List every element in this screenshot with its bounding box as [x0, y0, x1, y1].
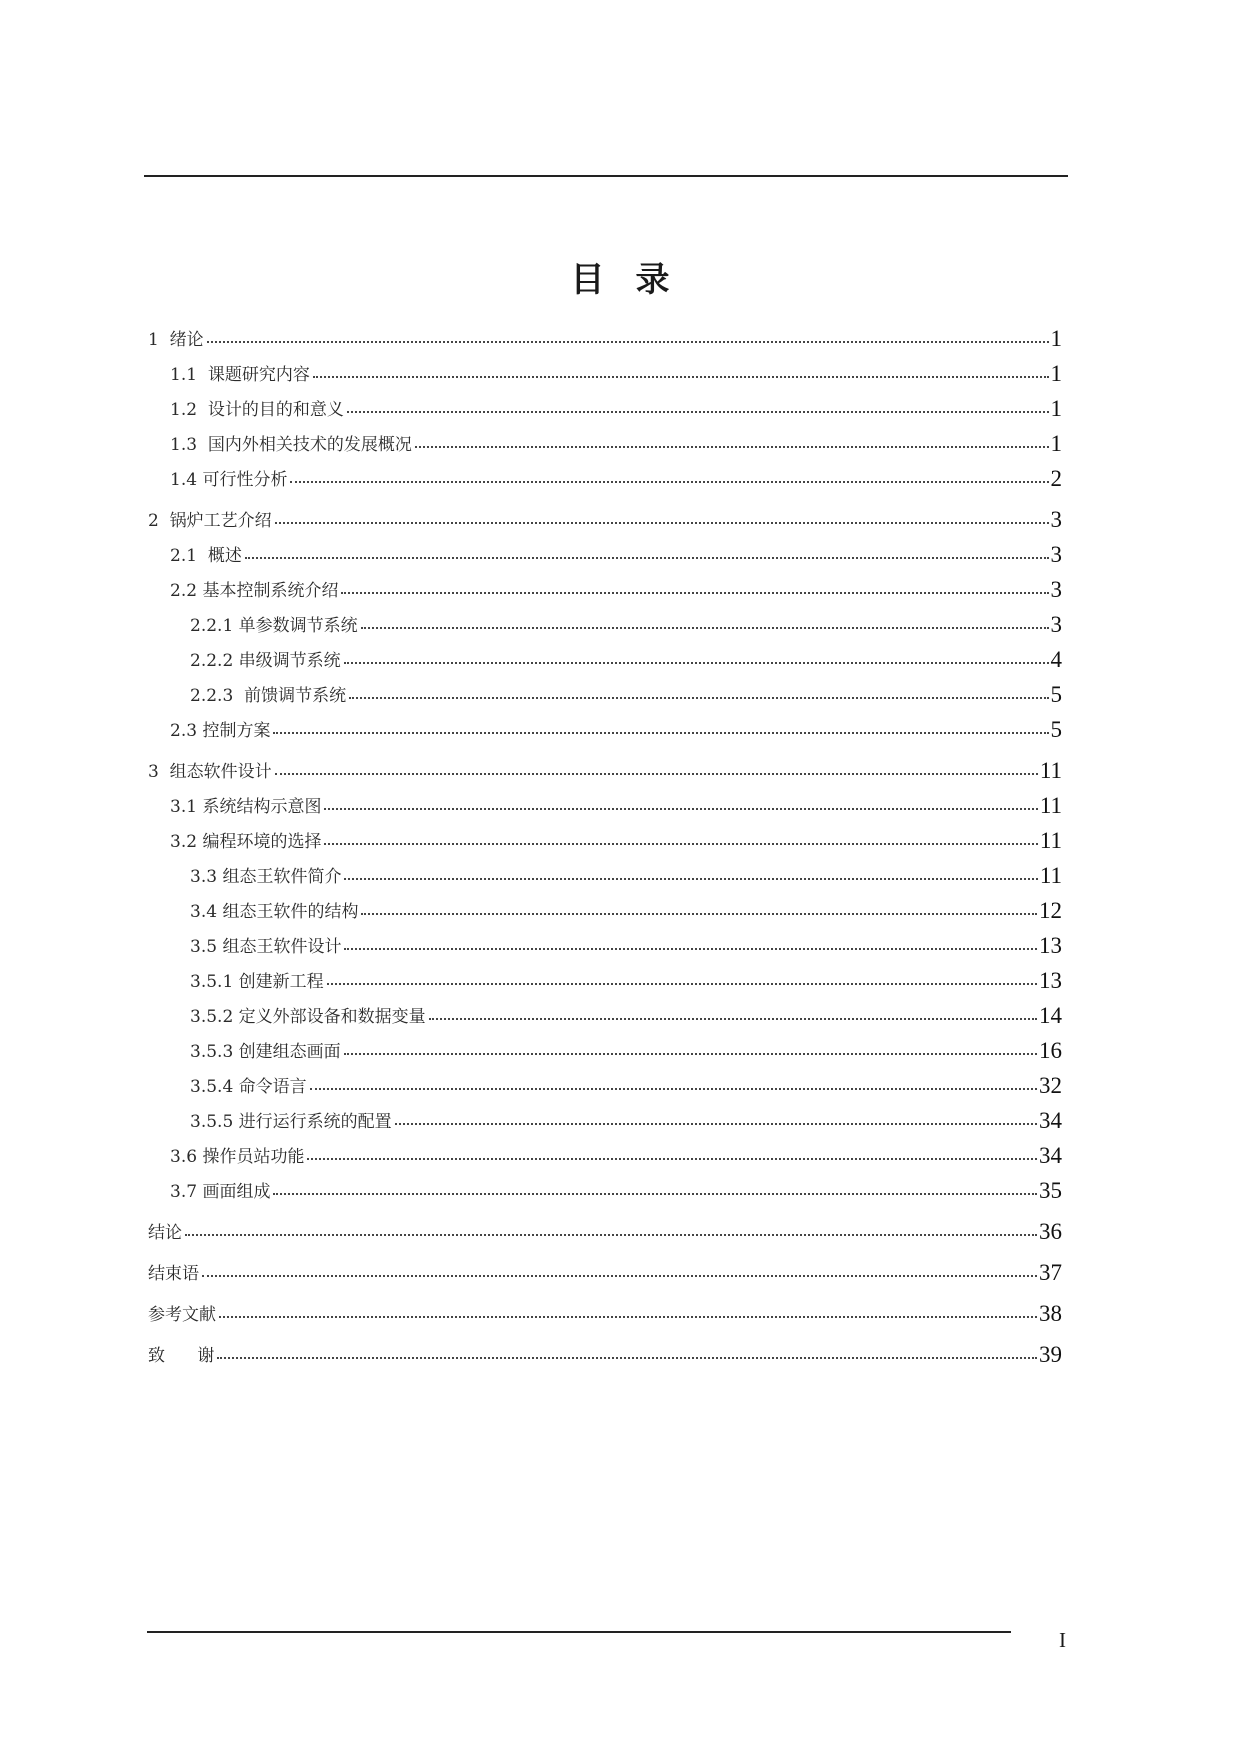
toc-entry-label: 3.5.3 创建组态画面 — [190, 1042, 341, 1062]
toc-entry-label: 2 锅炉工艺介绍 — [148, 511, 272, 531]
toc-dot-leader — [327, 983, 1037, 985]
toc-entry-page: 3 — [1050, 612, 1062, 637]
toc-dot-leader — [324, 843, 1037, 845]
footer-rule — [147, 1631, 1011, 1633]
toc-entry-page: 14 — [1039, 1003, 1062, 1028]
toc-entry[interactable] — [170, 460, 1062, 490]
toc-entry[interactable] — [170, 571, 1062, 601]
toc-entry[interactable] — [170, 1172, 1062, 1202]
toc-entry-label: 3.6 操作员站功能 — [170, 1147, 305, 1167]
page-title-char-2: 录 — [635, 260, 671, 300]
toc-entry-page: 13 — [1039, 933, 1062, 958]
toc-dot-leader — [219, 1316, 1037, 1318]
header-rule — [144, 175, 1068, 177]
toc-dot-leader — [344, 662, 1049, 664]
toc-entry[interactable] — [170, 536, 1062, 566]
toc-entry-page: 4 — [1050, 647, 1062, 672]
toc-entry-label: 3.5 组态王软件设计 — [190, 937, 342, 957]
toc-entry-label: 3.5.5 进行运行系统的配置 — [190, 1112, 392, 1132]
toc-dot-leader — [217, 1357, 1037, 1359]
toc-dot-leader — [310, 1088, 1037, 1090]
toc-entry[interactable] — [190, 641, 1062, 671]
page-title — [0, 252, 1241, 301]
toc-entry[interactable] — [190, 962, 1062, 992]
toc-entry-page: 5 — [1050, 717, 1062, 742]
toc-entry-page: 1 — [1050, 431, 1062, 456]
toc-entry-page: 3 — [1050, 577, 1062, 602]
toc-entry-label: 1.4 可行性分析 — [170, 470, 288, 490]
toc-entry-page: 3 — [1050, 507, 1062, 532]
toc-entry-page: 1 — [1050, 361, 1062, 386]
toc-entry[interactable] — [148, 752, 1062, 782]
toc-dot-leader — [361, 627, 1049, 629]
toc-dot-leader — [275, 773, 1038, 775]
toc-entry[interactable] — [190, 892, 1062, 922]
toc-entry-label: 2.2 基本控制系统介绍 — [170, 581, 339, 601]
toc-entry[interactable] — [148, 1213, 1062, 1243]
toc-entry-label: 3.5.1 创建新工程 — [190, 972, 324, 992]
toc-entry[interactable] — [170, 390, 1062, 420]
toc-dot-leader — [273, 732, 1048, 734]
toc-dot-leader — [344, 878, 1037, 880]
toc-entry-page: 36 — [1039, 1219, 1062, 1244]
toc-entry-label: 参考文献 — [148, 1305, 216, 1325]
page-number: I — [1059, 1628, 1066, 1652]
toc-entry-label: 结束语 — [148, 1264, 199, 1284]
toc-entry-page: 35 — [1039, 1178, 1062, 1203]
toc-entry-label: 2.2.1 单参数调节系统 — [190, 616, 358, 636]
toc-dot-leader — [415, 446, 1049, 448]
toc-dot-leader — [307, 1158, 1037, 1160]
toc-entry-label: 3 组态软件设计 — [148, 762, 272, 782]
toc-entry-page: 5 — [1050, 682, 1062, 707]
toc-entry-page: 1 — [1050, 396, 1062, 421]
toc-entry[interactable] — [170, 787, 1062, 817]
toc-entry-page: 1 — [1050, 326, 1062, 351]
toc-entry-label: 2.1 概述 — [170, 546, 242, 566]
toc-entry-page: 37 — [1039, 1260, 1062, 1285]
toc-dot-leader — [202, 1275, 1037, 1277]
toc-entry-label: 3.5.4 命令语言 — [190, 1077, 307, 1097]
toc-entry-page: 38 — [1039, 1301, 1062, 1326]
toc-dot-leader — [341, 592, 1048, 594]
toc-dot-leader — [361, 913, 1037, 915]
toc-dot-leader — [429, 1018, 1037, 1020]
toc-entry[interactable] — [190, 676, 1062, 706]
toc-entry-label: 1.2 设计的目的和意义 — [170, 400, 344, 420]
toc-entry-page: 13 — [1039, 968, 1062, 993]
toc-entry-page: 34 — [1039, 1143, 1062, 1168]
toc-dot-leader — [347, 411, 1049, 413]
toc-entry[interactable] — [190, 1032, 1062, 1062]
toc-entry[interactable] — [170, 822, 1062, 852]
toc-entry[interactable] — [190, 606, 1062, 636]
toc-dot-leader — [344, 948, 1037, 950]
toc-dot-leader — [290, 481, 1048, 483]
toc-entry-page: 32 — [1039, 1073, 1062, 1098]
toc-entry[interactable] — [190, 857, 1062, 887]
toc-dot-leader — [185, 1234, 1037, 1236]
toc-entry-page: 2 — [1050, 466, 1062, 491]
toc-entry-label: 2.3 控制方案 — [170, 721, 271, 741]
toc-entry[interactable] — [148, 1295, 1062, 1325]
toc-dot-leader — [207, 341, 1049, 343]
toc-entry-page: 3 — [1050, 542, 1062, 567]
toc-entry[interactable] — [190, 927, 1062, 957]
toc-entry-label: 2.2.3 前馈调节系统 — [190, 686, 347, 706]
toc-dot-leader — [275, 522, 1049, 524]
toc-entry[interactable] — [170, 711, 1062, 741]
toc-entry-page: 11 — [1039, 793, 1062, 818]
toc-entry[interactable] — [148, 501, 1062, 531]
toc-entry[interactable] — [170, 355, 1062, 385]
toc-dot-leader — [273, 1193, 1037, 1195]
toc-entry-label: 3.5.2 定义外部设备和数据变量 — [190, 1007, 426, 1027]
toc-entry[interactable] — [170, 425, 1062, 455]
toc-entry[interactable] — [190, 997, 1062, 1027]
toc-entry-page: 11 — [1039, 863, 1062, 888]
toc-entry-label: 1 绪论 — [148, 330, 204, 350]
toc-dot-leader — [349, 697, 1048, 699]
toc-entry-page: 34 — [1039, 1108, 1062, 1133]
toc-entry-page: 11 — [1039, 828, 1062, 853]
toc-dot-leader — [324, 808, 1037, 810]
toc-entry-label: 3.3 组态王软件简介 — [190, 867, 342, 887]
toc-dot-leader — [245, 557, 1049, 559]
toc-entry-label: 3.2 编程环境的选择 — [170, 832, 322, 852]
toc-dot-leader — [395, 1123, 1037, 1125]
page-title-char-1: 目 — [570, 260, 606, 300]
toc-entry-label: 1.1 课题研究内容 — [170, 365, 310, 385]
toc-entry-label: 3.1 系统结构示意图 — [170, 797, 322, 817]
toc-entry-label: 1.3 国内外相关技术的发展概况 — [170, 435, 412, 455]
toc-entry-page: 11 — [1039, 758, 1062, 783]
toc-entry-page: 12 — [1039, 898, 1062, 923]
toc-entry[interactable] — [148, 1336, 1062, 1366]
toc-entry[interactable] — [148, 1254, 1062, 1284]
toc-entry-label: 3.7 画面组成 — [170, 1182, 271, 1202]
toc-dot-leader — [313, 376, 1049, 378]
toc-entry[interactable] — [148, 320, 1062, 350]
toc-entry[interactable] — [190, 1102, 1062, 1132]
toc-entry-label: 3.4 组态王软件的结构 — [190, 902, 359, 922]
toc-entry-label: 致 谢 — [148, 1346, 215, 1366]
toc-entry[interactable] — [190, 1067, 1062, 1097]
toc-entry-label: 2.2.2 串级调节系统 — [190, 651, 341, 671]
toc-entry-page: 16 — [1039, 1038, 1062, 1063]
toc-entry-page: 39 — [1039, 1342, 1062, 1367]
toc-entry-label: 结论 — [148, 1223, 182, 1243]
toc-entry[interactable] — [170, 1137, 1062, 1167]
toc-dot-leader — [344, 1053, 1037, 1055]
